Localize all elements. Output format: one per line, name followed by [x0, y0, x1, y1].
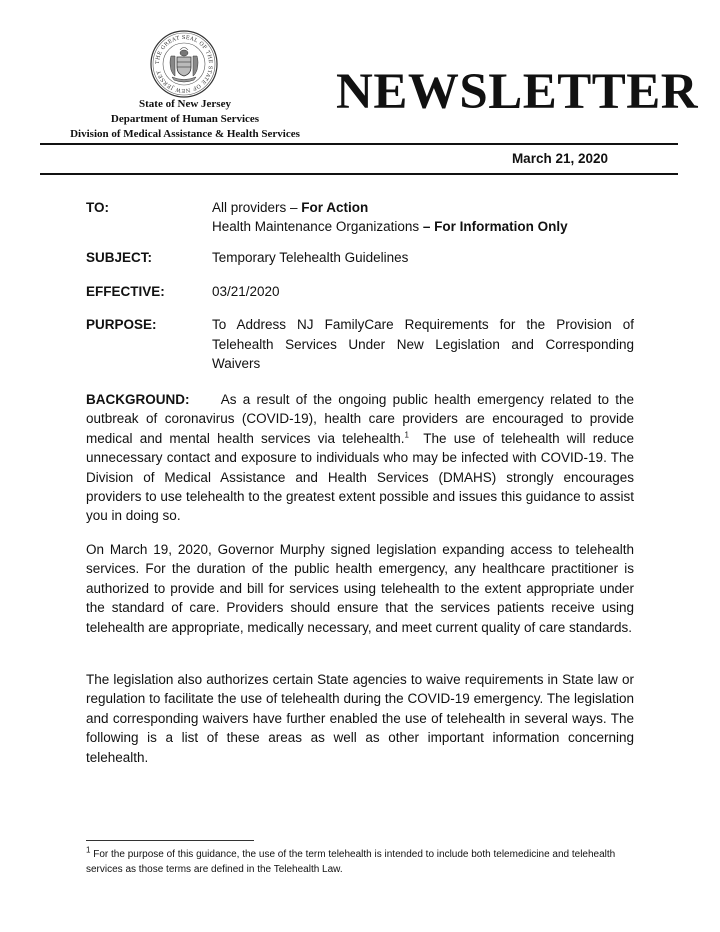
header-divider-top — [40, 143, 678, 145]
newsletter-date: March 21, 2020 — [511, 151, 608, 166]
legislation-paragraph: On March 19, 2020, Governor Murphy signed legislation expanding access to telehealth services. For the duration of the public health emergency, any healthcare practitioner is authorized to provide and bill for services using telehealth to the extent appropriate under the standard of care. Providers should ensure that the services patients receive using telehealth are appropriate, medically necessary, and meet current quality of care standards. — [86, 542, 634, 635]
department-name: Department of Human Services — [110, 113, 260, 125]
agency-block — [40, 97, 330, 142]
background-label: BACKGROUND: — [86, 392, 190, 407]
state-seal-icon — [150, 30, 218, 98]
footnote-reference: 1 — [404, 430, 409, 440]
subject-value: Temporary Telehealth Guidelines — [212, 250, 409, 265]
footnote-divider — [86, 840, 254, 841]
to-line-1: All providers – For Action — [212, 200, 369, 215]
svg-text:THE GREAT SEAL OF THE STATE OF: THE GREAT SEAL OF THE STATE OF NEW JERSEY — [154, 34, 214, 94]
purpose-value: To Address NJ FamilyCare Requirements for the Provision of Telehealth Services Under New Legislation and Corresponding Waivers — [212, 317, 634, 371]
background-paragraph: BACKGROUND: As a result of the ongoing public health emergency related to the outbreak of coronavirus (COVID-19), health care providers are encouraged to provide medical and mental health services via telehealth.$^1$ The use of telehealth will reduce unnecessary contact and exposure to individuals who may be infected with COVID-19. The Division of Medical Assistance and Health Services (DMAHS) strongly encourages providers to use telehealth to the greatest extent possible and issues this guidance to assist you in doing so. — [86, 392, 634, 524]
effective-label: EFFECTIVE: — [86, 284, 165, 299]
to-line-2: Health Maintenance Organizations – For Information Only — [212, 219, 568, 234]
waivers-paragraph: The legislation also authorizes certain State agencies to waive requirements in State law or regulation to facilitate the use of telehealth during the COVID-19 emergency. The legislation and corresponding waivers have further enabled the use of telehealth in several ways. The following is a list of these areas as well as other important information concerning telehealth. — [86, 672, 634, 765]
purpose-label: PURPOSE: — [86, 317, 157, 332]
division-name: Division of Medical Assistance & Health Services — [70, 128, 300, 140]
newsletter-title: NEWSLETTER — [336, 64, 699, 120]
footnote: $^1$ For the purpose of this guidance, the use of the term telehealth is intended to include both telemedicine and telehealth services as those terms are defined in the Telehealth Law. — [86, 845, 616, 875]
subject-label: SUBJECT: — [86, 250, 153, 265]
to-value — [212, 198, 634, 236]
to-label: TO: — [86, 200, 109, 215]
state-name: State of New Jersey — [139, 98, 231, 110]
effective-value: 03/21/2020 — [212, 284, 280, 299]
header-divider-bottom — [40, 173, 678, 175]
